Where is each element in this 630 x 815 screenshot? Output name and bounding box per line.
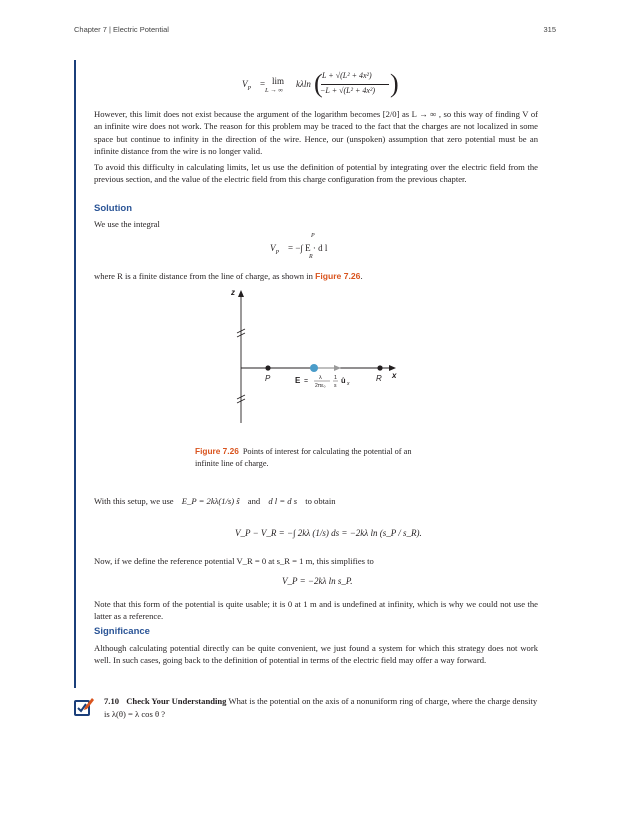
field-frac1-den: 2πε₀ — [315, 383, 326, 389]
point-r-label: R — [376, 374, 382, 383]
field-unit-sub: x — [347, 381, 350, 387]
paragraph-limit-explanation: However, this limit does not exist because the argument of the logarithm becomes [2/0] as L → ∞ , so this way of finding V of an infinite wire does not work. The reason for this problem may be traced to the fact that the charges are not localized in some space but continue to infinity in the direction of the wire. Hence, our (unspoken) assumption that zero potential must be an infinite distance from the wire is no longer valid. — [94, 109, 538, 157]
check-your-understanding — [104, 695, 544, 720]
running-header-chapter: Chapter 7 | Electric Potential — [74, 25, 169, 34]
significance-heading: Significance — [94, 626, 150, 637]
checkbox-pencil-icon — [73, 696, 95, 718]
field-expression — [295, 375, 350, 389]
equation-integral: $V_P$ = −∫ E · d l P R — [270, 233, 328, 260]
z-axis-label: z — [231, 288, 235, 297]
field-unit-vector: û — [341, 376, 346, 385]
field-label-e: E — [295, 376, 301, 385]
equation-difference: V_P − V_R = −∫ 2kλ (1/s) ds = −2kλ ln (s_P / s_R). — [235, 528, 422, 538]
reference-potential-text: Now, if we define the reference potential V_R = 0 at s_R = 1 m, this simplifies to — [94, 556, 374, 566]
figure-caption: Figure 7.26 Points of interest for calculating the potential of an infinite line of charge. — [195, 446, 412, 468]
point-p-dot — [265, 365, 270, 370]
paragraph-significance: Although calculating potential directly can be quite convenient, we just found a system for which this strategy does not work well. In such cases, going back to the definition of potential in terms of the electric field may offer a way forward. — [94, 643, 538, 666]
check-question: What is the potential on the axis of a nonuniform ring of charge, where the charge density is λ(θ) = λ cos θ ? — [104, 696, 538, 719]
setup-line: With this setup, we use E_P = 2kλ(1/s) ŝ and d l = d s to obtain — [94, 496, 336, 506]
point-p-label: P — [265, 374, 271, 383]
paragraph-difficulty: To avoid this difficulty in calculating limits, let us use the definition of potential by integrating over the electric field from the previous section, and the value of the electric field from this charge configuration from the previous chapter. — [94, 162, 538, 185]
figure-reference-link[interactable]: Figure 7.26 — [315, 271, 361, 281]
field-label-eq: = — [304, 378, 309, 385]
equation-simplified: V_P = −2kλ ln s_P. — [282, 576, 353, 586]
field-arrowhead — [334, 365, 341, 371]
where-text: where R is a finite distance from the line of charge, as shown in Figure 7.26. — [94, 271, 363, 281]
example-sidebar-rule — [74, 60, 76, 688]
paragraph-note: Note that this form of the potential is quite usable; it is 0 at 1 m and is undefined at infinity, which is why we could not use the latter as a reference. — [94, 599, 538, 622]
test-charge — [310, 364, 318, 372]
page-number: 315 — [543, 25, 556, 34]
check-number: 7.10 — [104, 696, 120, 706]
check-title: Check Your Understanding — [126, 696, 227, 706]
x-axis-label: x — [392, 371, 397, 380]
field-frac1-num: λ — [319, 375, 322, 381]
point-r-dot — [377, 365, 382, 370]
figure-line-of-charge — [220, 285, 420, 425]
z-axis-arrowhead — [238, 290, 244, 297]
field-frac2-num: 1 — [334, 375, 338, 381]
solution-heading: Solution — [94, 203, 132, 214]
field-frac2-den: s — [334, 383, 337, 389]
use-integral-text: We use the integral — [94, 219, 160, 229]
